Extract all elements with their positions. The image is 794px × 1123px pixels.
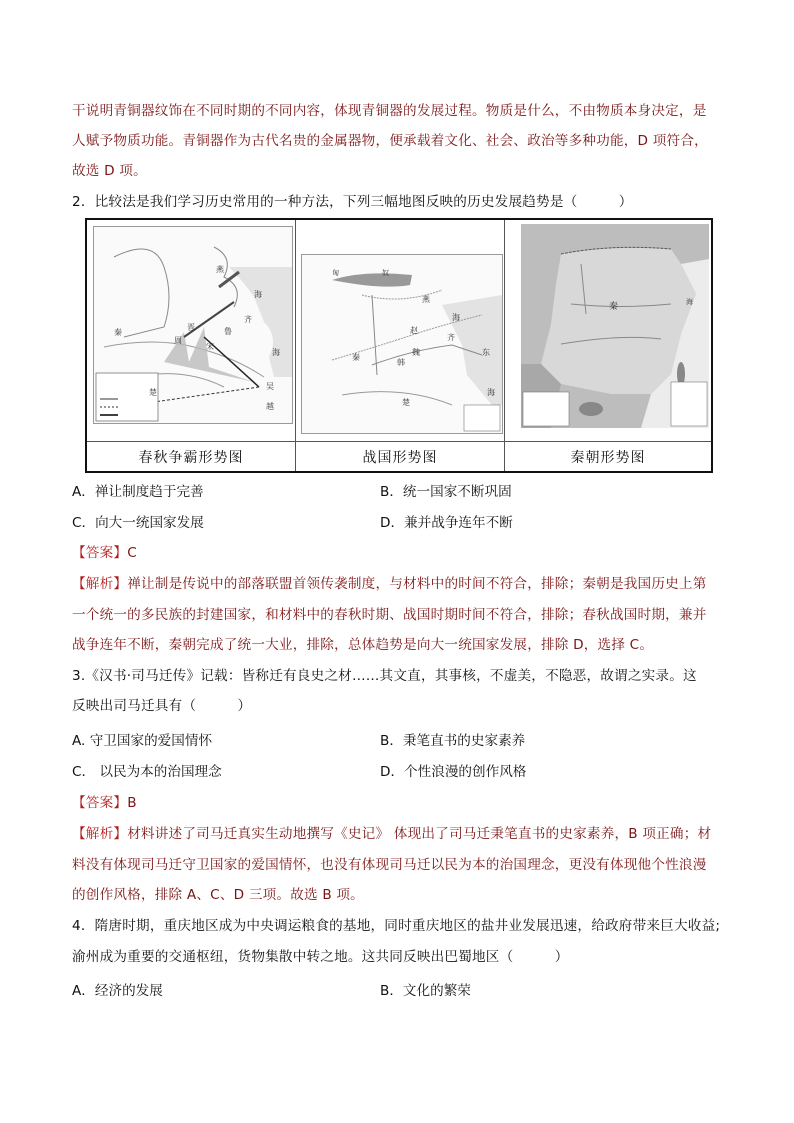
svg-text:海: 海 [272, 348, 280, 357]
svg-text:楚: 楚 [402, 398, 410, 407]
svg-text:韩: 韩 [397, 358, 405, 367]
q2-answer [72, 545, 137, 561]
q3-option-b[interactable]: B．秉笔直书的史家素养 [380, 733, 526, 749]
q4-option-b[interactable]: B．文化的繁荣 [380, 983, 471, 999]
svg-text:海: 海 [487, 388, 495, 397]
q3-analysis-line-3: 的创作风格，排除 A、C、D 三项。故选 B 项。 [72, 887, 364, 903]
prev-analysis-line-3: 故选 D 项。 [72, 163, 147, 179]
q4-option-a[interactable]: A．经济的发展 [72, 983, 163, 999]
q2-option-a[interactable]: A．禅让制度趋于完善 [72, 484, 204, 500]
svg-text:秦: 秦 [114, 328, 122, 337]
q3-answer [72, 795, 137, 811]
analysis-text: 材料讲述了司马迁真实生动地撰写《史记》 体现出了司马迁秉笔直书的史家素养，B 项正确；材 [127, 826, 712, 842]
answer-value: C [127, 545, 137, 561]
q3-stem-line-1: 3.《汉书·司马迁传》记载：皆称迁有良史之材……其文直，其事核，不虚美，不隐恶，故谓之实录。这 [72, 668, 697, 684]
map-cell-spring-autumn [87, 220, 296, 441]
q3-option-a[interactable]: A. 守卫国家的爱国情怀 [72, 733, 213, 749]
svg-text:秦: 秦 [609, 302, 619, 312]
answer-tag: 【答案】 [72, 795, 128, 811]
svg-text:齐: 齐 [244, 315, 252, 324]
svg-text:海: 海 [686, 298, 693, 306]
map-caption-qin: 秦朝形势图 [505, 441, 711, 471]
svg-text:晋: 晋 [187, 323, 195, 332]
svg-text:燕: 燕 [422, 295, 430, 304]
svg-text:楚: 楚 [149, 388, 157, 397]
q3-analysis-line-1 [72, 826, 711, 842]
map-caption-spring-autumn: 春秋争霸形势图 [87, 441, 296, 471]
prev-analysis-line-1: 干说明青铜器纹饰在不同时期的不同内容，体现青铜器的发展过程。物质是什么，不由物质本身决定，是 [72, 103, 707, 119]
svg-text:燕: 燕 [216, 265, 224, 274]
q3-stem-line-2: 反映出司马迁具有（ ） [72, 698, 252, 714]
svg-text:鲁: 鲁 [224, 327, 232, 336]
spring-autumn-map [93, 226, 293, 424]
qin-dynasty-map [521, 224, 709, 428]
q2-analysis-line-3: 战争连年不断，秦朝完成了统一大业，排除，总体趋势是向大一统国家发展，排除 D，选择 C。 [72, 637, 654, 653]
svg-text:齐: 齐 [447, 333, 455, 342]
q2-stem: 2．比较法是我们学习历史常用的一种方法，下列三幅地图反映的历史发展趋势是（ ） [72, 194, 633, 210]
warring-states-map [301, 254, 503, 434]
svg-text:秦: 秦 [352, 353, 360, 362]
map-cell-qin [505, 220, 711, 441]
analysis-text: 禅让制是传说中的部落联盟首领传袭制度，与材料中的时间不符合，排除；秦朝是我国历史上第 [127, 576, 707, 592]
q3-option-d[interactable]: D．个性浪漫的创作风格 [380, 764, 527, 780]
q4-stem-line-2: 渝州成为重要的交通枢纽，货物集散中转之地。这共同反映出巴蜀地区（ ） [72, 949, 569, 965]
svg-text:周: 周 [174, 336, 182, 345]
q3-option-c[interactable]: C． 以民为本的治国理念 [72, 764, 222, 780]
svg-text:宋: 宋 [206, 342, 214, 351]
svg-text:东: 东 [482, 348, 490, 357]
svg-text:越: 越 [266, 402, 274, 411]
answer-value: B [127, 795, 137, 811]
map-cell-warring-states [296, 220, 505, 441]
svg-text:海: 海 [452, 313, 460, 322]
q2-option-b[interactable]: B．统一国家不断巩固 [380, 484, 512, 500]
analysis-tag: 【解析】 [72, 576, 128, 592]
svg-text:魏: 魏 [412, 348, 420, 357]
q2-option-c[interactable]: C．向大一统国家发展 [72, 515, 204, 531]
q4-stem-line-1: 4．隋唐时期，重庆地区成为中央调运粮食的基地，同时重庆地区的盐井业发展迅速，给政府带来巨大收益; [72, 918, 721, 934]
svg-text:吴: 吴 [266, 382, 274, 391]
prev-analysis-line-2: 人赋予物质功能。青铜器作为古代名贵的金属器物，便承载着文化、社会、政治等多种功能，D 项符合， [72, 133, 708, 149]
svg-text:海: 海 [254, 290, 262, 299]
q2-option-d[interactable]: D．兼并战争连年不断 [380, 515, 513, 531]
svg-text:奴: 奴 [382, 269, 389, 277]
q2-analysis-line-2: 一个统一的多民族的封建国家，和材料中的春秋时期、战国时期时间不符合，排除；春秋战国时期，兼并 [72, 607, 707, 623]
answer-tag: 【答案】 [72, 545, 128, 561]
q3-analysis-line-2: 料没有体现司马迁守卫国家的爱国情怀，也没有体现司马迁以民为本的治国理念，更没有体现他个性浪漫 [72, 857, 707, 873]
map-caption-warring-states: 战国形势图 [296, 441, 505, 471]
analysis-tag: 【解析】 [72, 826, 128, 842]
svg-text:赵: 赵 [410, 326, 418, 335]
q2-maps-table [85, 218, 713, 473]
svg-text:匈: 匈 [332, 269, 339, 277]
q2-analysis-line-1 [72, 576, 707, 592]
